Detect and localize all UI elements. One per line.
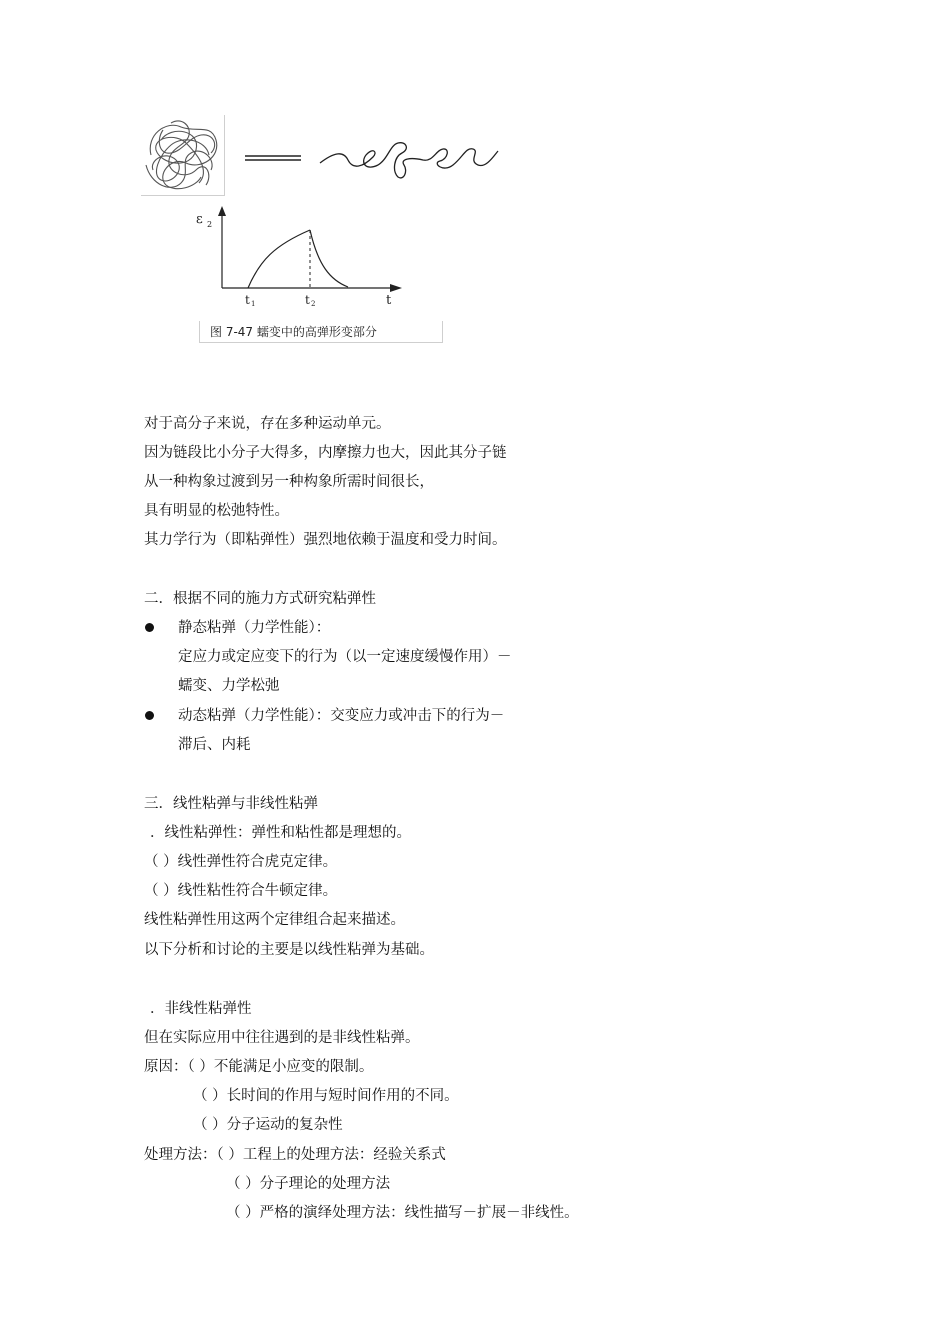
section3-line-1: ．线性粘弹性：弹性和粘性都是理想的。: [150, 825, 411, 841]
extended-chain-icon: [318, 135, 503, 180]
para1-line-5: 其力学行为（即粘弹性）强烈地依赖于温度和受力时间。: [144, 532, 507, 548]
bullet1-line-2: 定应力或定应变下的行为（以一定速度缓慢作用）－: [178, 649, 512, 665]
para1-line-1: 对于高分子来说，存在多种运动单元。: [144, 416, 391, 432]
bullet-dot-icon: [145, 711, 154, 720]
y-axis-subscript: 2: [207, 220, 213, 229]
coiled-chain-icon: [141, 115, 225, 196]
section3-line-5: 以下分析和讨论的主要是以线性粘弹为基础。: [144, 942, 434, 958]
para1-line-4: 具有明显的松弛特性。: [144, 503, 289, 519]
section3-line-3: （ ）线性粘性符合牛顿定律。: [144, 883, 338, 899]
double-line-arrow-icon: [243, 150, 303, 164]
section3-line-4: 线性粘弹性用这两个定律组合起来描述。: [144, 912, 405, 928]
tick-t1-sub: 1: [251, 300, 256, 308]
section2-heading: 二．根据不同的施力方式研究粘弹性: [144, 591, 376, 607]
para1-line-3: 从一种构象过渡到另一种构象所需时间很长，: [144, 474, 434, 490]
tick-t2-sub: 2: [311, 300, 316, 308]
creep-strain-plot: [190, 200, 405, 318]
tick-t1: t: [245, 293, 250, 307]
reason-line-1: 原因：（ ）不能满足小应变的限制。: [144, 1059, 374, 1075]
para1-line-2: 因为链段比小分子大得多，内摩擦力也大，因此其分子链: [144, 445, 507, 461]
reason-line-3: （ ）分子运动的复杂性: [193, 1117, 343, 1133]
section3-line-2: （ ）线性弹性符合虎克定律。: [144, 854, 338, 870]
bullet1-title: 静态粘弹（力学性能）：: [178, 620, 331, 636]
bullet-dot-icon: [145, 623, 154, 632]
bullet2-title: 动态粘弹（力学性能）：交变应力或冲击下的行为－: [178, 708, 505, 724]
method-line-1: 处理方法：（ ）工程上的处理方法：经验关系式: [144, 1147, 446, 1163]
section4-heading: ．非线性粘弹性: [150, 1001, 252, 1017]
y-axis-label: ε: [196, 212, 203, 227]
x-axis-label: t: [386, 293, 392, 308]
section3-heading: 三．线性粘弹与非线性粘弹: [144, 796, 318, 812]
tick-t2: t: [305, 293, 310, 307]
bullet1-line-3: 蠕变、力学松弛: [178, 678, 280, 694]
figure-caption: 图 7-47 蠕变中的高弹形变部分: [199, 321, 443, 343]
bullet2-line-2: 滞后、内耗: [178, 737, 251, 753]
method-line-2: （ ）分子理论的处理方法: [226, 1176, 391, 1192]
reason-line-2: （ ）长时间的作用与短时间作用的不同。: [193, 1088, 459, 1104]
section4-line-1: 但在实际应用中往往遇到的是非线性粘弹。: [144, 1030, 420, 1046]
method-line-3: （ ）严格的演绎处理方法：线性描写－扩展－非线性。: [226, 1205, 579, 1221]
